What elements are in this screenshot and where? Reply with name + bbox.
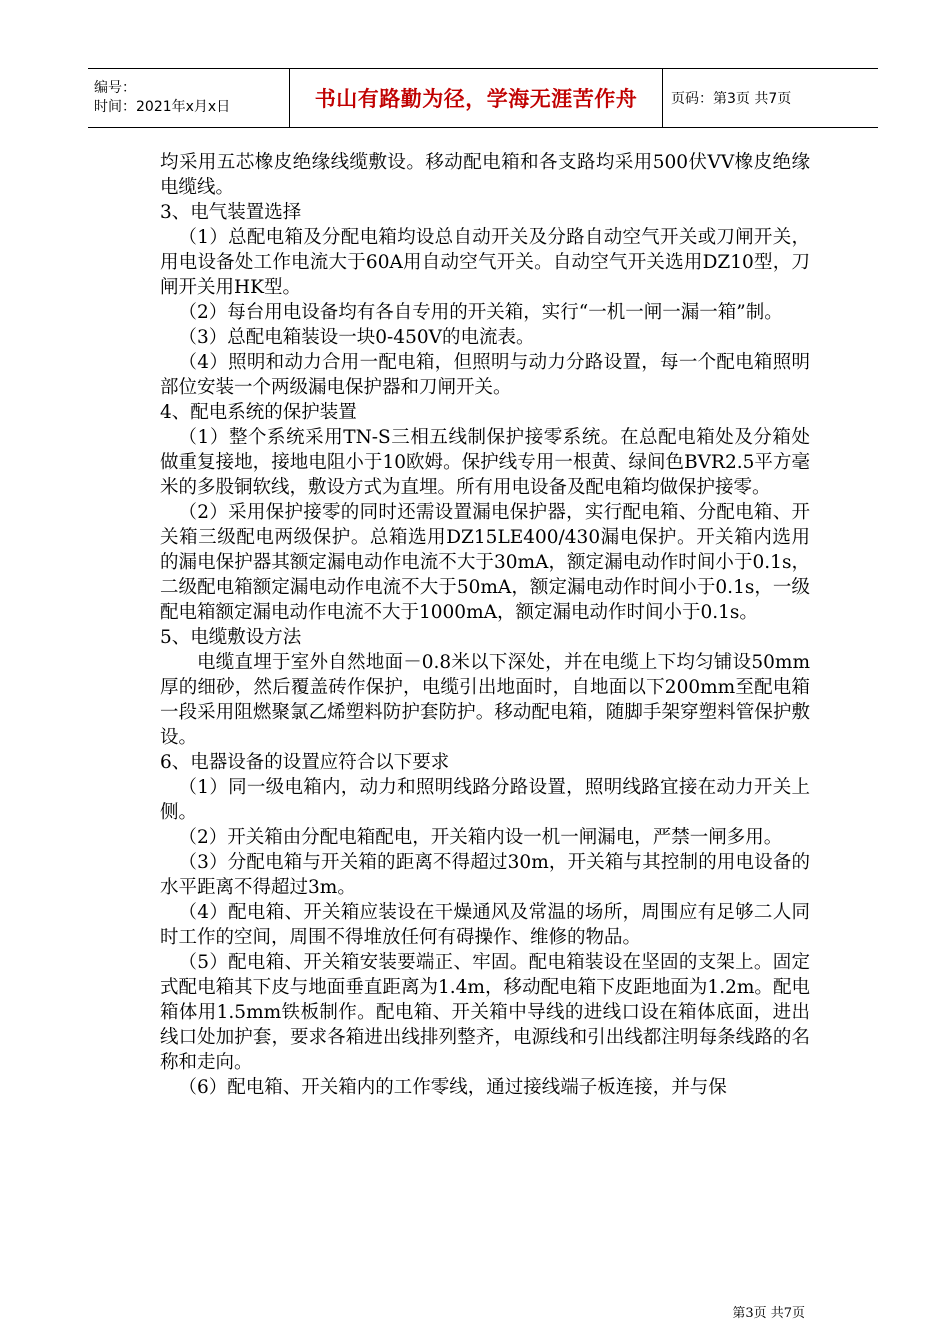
header-motto: 书山有路勤为径，学海无涯苦作舟 — [290, 69, 663, 127]
paragraph: （2）每台用电设备均有各自专用的开关箱，实行“一机一闸一漏一箱”制。 — [178, 302, 783, 323]
paragraph: （2）采用保护接零的同时还需设置漏电保护器，实行配电箱、分配电箱、开关箱三级配电两级保护。总箱选用DZ15LE400/430漏电保护。开关箱内选用的漏电保护器其额定漏电动作电流不大于30mA，额定漏电动作时间小于0.1s，二级配电箱额定漏电动作电流不大于50mA，额定漏电动作时间小于0.1s，一级配电箱额定漏电动作电流不大于1000mA，额定漏电动作时间小于0.1s。 — [160, 502, 810, 623]
document-time-label: 时间：2021年x月x日 — [94, 99, 231, 115]
paragraph: 电缆直埋于室外自然地面－0.8米以下深处，并在电缆上下均匀铺设50mm厚的细砂，然后覆盖砖作保护，电缆引出地面时，自地面以下200mm至配电箱一段采用阻燃聚氯乙烯塑料防护套防护。移动配电箱，随脚手架穿塑料管保护敷设。 — [160, 652, 810, 748]
paragraph: （2）开关箱由分配电箱配电，开关箱内设一机一闸漏电，严禁一闸多用。 — [178, 827, 783, 848]
document-number-label: 编号： — [94, 80, 136, 96]
section-heading: 4、配电系统的保护装置 — [160, 402, 357, 423]
header-meta — [88, 69, 290, 127]
section-heading: 5、电缆敷设方法 — [160, 627, 302, 648]
paragraph: （5）配电箱、开关箱安装要端正、牢固。配电箱装设在坚固的支架上。固定式配电箱其下皮与地面垂直距离为1.4m，移动配电箱下皮距地面为1.2m。配电箱体用1.5mm铁板制作。配电箱、开关箱中导线的进线口设在箱体底面，进出线口处加护套，要求各箱进出线排列整齐，电源线和引出线都注明每条线路的名称和走向。 — [160, 952, 810, 1073]
section-heading: 6、电器设备的设置应符合以下要求 — [160, 752, 450, 773]
paragraph: （3）分配电箱与开关箱的距离不得超过30m，开关箱与其控制的用电设备的水平距离不得超过3m。 — [160, 852, 810, 898]
page-footer: 第3页 共7页 — [732, 1306, 805, 1321]
paragraph: （1）整个系统采用TN-S三相五线制保护接零系统。在总配电箱处及分箱处做重复接地，接地电阻小于10欧姆。保护线专用一根黄、绿间色BVR2.5平方毫米的多股铜软线，敷设方式为直埋。所有用电设备及配电箱均做保护接零。 — [160, 427, 810, 498]
header-page-info: 页码：第3页 共7页 — [671, 91, 792, 107]
paragraph: （1）总配电箱及分配电箱均设总自动开关及分路自动空气开关或刀闸开关，用电设备处工作电流大于60A用自动空气开关。自动空气开关选用DZ10型，刀闸开关用HK型。 — [160, 227, 810, 298]
page-header — [88, 68, 878, 128]
paragraph: 均采用五芯橡皮绝缘线缆敷设。移动配电箱和各支路均采用500伏VV橡皮绝缘电缆线。 — [160, 152, 810, 198]
section-heading: 3、电气装置选择 — [160, 202, 302, 223]
paragraph: （6）配电箱、开关箱内的工作零线，通过接线端子板连接，并与保 — [178, 1077, 727, 1098]
paragraph: （4）配电箱、开关箱应装设在干燥通风及常温的场所，周围应有足够二人同时工作的空间，周围不得堆放任何有碍操作、维修的物品。 — [160, 902, 810, 948]
paragraph: （4）照明和动力合用一配电箱，但照明与动力分路设置，每一个配电箱照明部位安装一个两级漏电保护器和刀闸开关。 — [160, 352, 810, 398]
document-body — [160, 150, 810, 1100]
paragraph: （3）总配电箱装设一块0-450V的电流表。 — [178, 327, 535, 348]
paragraph: （1）同一级电箱内，动力和照明线路分路设置，照明线路宜接在动力开关上侧。 — [160, 777, 810, 823]
